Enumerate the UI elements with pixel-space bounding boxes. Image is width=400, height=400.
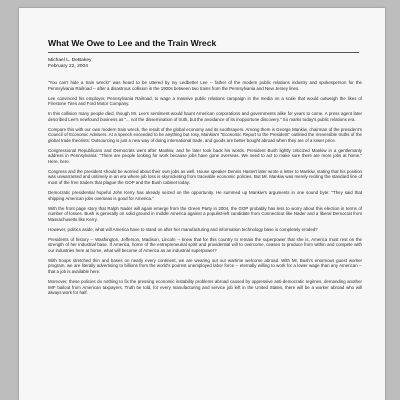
document-page: [19, 8, 385, 400]
paragraph: With the front page story that Ralph Nader will again emerge from the Green Party in 2004, the GOP probably has less to worry about this election in terms of number of losses. Bush is generally on solid ground in middle America against a populist-left candidate from Connecticut like Nader and a liberal Democrat from Massachusetts like Kerry.: [48, 205, 362, 222]
article-body: [48, 80, 362, 300]
paragraph: "You can't hide a train wreck!" was heard to be uttered by Ivy Ledbetter Lee -- father of the modern public relations industry and spokesperson for the Pennsylvania Railroad -- after a disastrous collision in the 1900s between two trains from the Pennsylvania and New Jersey lines.: [48, 80, 362, 91]
paragraph: Compare this with our own modern train wreck, the result of the global economy and its soothsayers. Among them is George Mankiw, chairman of the president's Council of Economic Advisers. At a speech exceeded to be anything but rosy, Mankiw's "Economic Report to the President" outlined the irreversible truths of the global trade theorists: Outsourcing is just a new way of doing international trade, and goods are better bought abroad when they are of a lower price.: [48, 126, 362, 143]
paragraph: In this collision many people died, though Mr. Lee's sentiment would haunt American corporations and governments alike for years to come. A press agent later described Lee's newfound business as "... not the dissemination of truth, but the avoidance of its inopportune discovery." So marks today's public relations era.: [48, 111, 362, 122]
byline: [48, 58, 92, 70]
publish-date: February 22, 2004: [48, 64, 88, 69]
paragraph: With troops stretched thin and bases on nearly every continent, we are wearing out our wartime welcome abroad. With Mr. Bush's enormous guest worker program, we are literally advertising to billions from the world's poorest unemployed labor force -- eternally willing to work for a lower wage than any American -- that a job is available here.: [48, 257, 362, 274]
title-divider: [48, 52, 359, 53]
paragraph: Democratic presidential hopeful John Kerry has already seized on the opportunity. He summed up Mankiw's arguments in one sound byte: "They said that shipping American jobs overseas is good for America.": [48, 190, 362, 201]
paragraph: Presidents of history -- Washington, Jefferson, Madison, Lincoln -- knew that for this country to remain the superpower that she is, America must rest on the strength of her industrial base. If America, home of the entrepreneurial spirit and providential will to overcome, ceases to produce from within and compete with our industries here at home, what will become of America as an industrial superpower?: [48, 236, 362, 253]
paragraph: Congress and the president should be worried about their own jobs as well. House speaker Dennis Hastert later wrote a letter to Mankiw, stating that his position was unwarranted and untimely in an era where job loss is skyrocketing from traceable economic policies. But Mr. Mankiw was merely reciting the standard line of most of the free traders that plague the GOP and the Bush cabinet today.: [48, 168, 362, 185]
paragraph: Congressional Republicans and Democrats went after Mankiw, and he later took back his words. President Bush lightly criticized Mankiw in a gentlemanly address in Pennsylvania: "There are people looking for work because jobs have gone overseas. We need to act to make sure there are more jobs at home." Here, here.: [48, 147, 362, 164]
paragraph: However, politics aside, what will America have to stand on after her manufacturing and information technology base is completely eroded?: [48, 226, 318, 232]
paragraph: Lee convinced his employer, Pennsylvania Railroad, to wage a massive public relations campaign in the media on a scale that would outweigh the likes of Firestone Tires and Ford Motor Company.: [48, 95, 362, 107]
author-name: Michael L. DeBakey: [48, 58, 92, 63]
paragraph: Moreover, these policies do nothing to fix the pressing economic instability problems abroad caused by oppressive anti-democratic regimes, demanding another IMF bailout from American taxpayers. Truth be told, for every manufacturing and service job left in the United States, there will be a worker abroad who will always work for half.: [48, 279, 362, 296]
article-title: What We Owe to Lee and the Train Wreck: [48, 38, 217, 48]
